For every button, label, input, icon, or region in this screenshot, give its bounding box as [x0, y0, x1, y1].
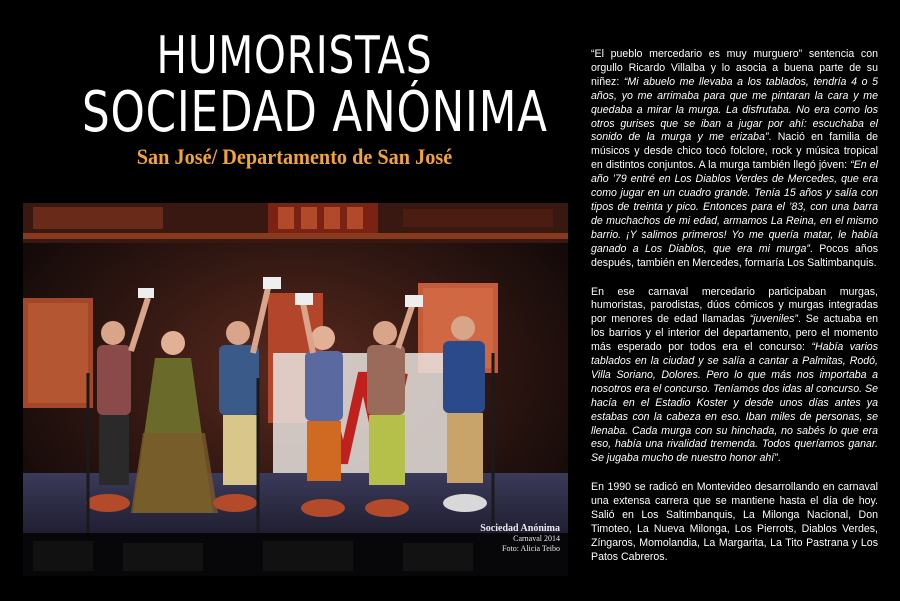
quote-text: “Mi abuelo me llevaba a los tablados, tendría 4 o 5 años, yo me arrimaba para que me pintaran la cara y me quedaba a mirar la murga. La disfrutaba. No era como los otros gurises que se iban a jugar por ahí: escuchaba el sonido de la murga y me erizaba” — [591, 75, 878, 144]
article-paragraph-3 — [591, 481, 878, 564]
quote-text: “juveniles” — [749, 313, 798, 326]
body-text: En ese carnaval mercedario participaban murgas, humoristas, parodistas, dúos cómicos y murgas integradas por menores de edad llamadas — [591, 285, 878, 326]
title-block — [22, 28, 567, 170]
page-title-line-2: SOCIEDAD ANÓNIMA — [81, 80, 548, 145]
photo-caption — [480, 524, 560, 554]
body-text: . — [777, 452, 781, 465]
body-text: “El pueblo mercedario es muy murguero” sentencia con orgullo Ricardo Villalba y lo asocia a buena parte de su niñez: — [591, 48, 878, 88]
body-text: . Se actuaba en los barrios y el interior del departamento, pero el momento más esperado por todos era el concurso: — [591, 313, 878, 354]
page-title-line-1: HUMORISTAS — [156, 26, 433, 86]
article-paragraph-2 — [591, 286, 878, 467]
quote-text: “En el año ’79 entré en Los Diablos Verdes de Mercedes, que era como jugar en un cuadro grande. Tenía 15 años y salía con tipos de treinta y pico. Entonces para el ’83, con una barra de muchachos de mi edad, armamos La Reina, en el mismo barrio. ¡Y salimos primeros! Yo me quería matar, le había ganado a Los Diablos, que era mi murga” — [591, 159, 878, 255]
article-body — [591, 48, 878, 580]
photo-caption-title: Sociedad Anónima — [480, 523, 560, 534]
quote-text: “Había varios tablados en la ciudad y se salía a cantar a Palmitas, Rodó, Villa Soriano, Dolores. Pero lo que más nos importaba a nosotros era el concurso. Teníamos dos idas al concurso. Se hacía en el Estadio Koster y desde unos días antes ya estabas con la cabeza en eso. Iban miles de personas, se llenaba. Cada murga con su hinchada, no sabés lo que era eso, había una rivalidad tremenda. Todos queríamos ganar. Se jugaba mucho de nuestro honor ahí” — [591, 341, 878, 465]
body-text: En 1990 se radicó en Montevideo desarrollando en carnaval una extensa carrera que se mantiene hasta el día de hoy. Salió en Los Saltimbanquis, La Milonga Nacional, Don Timoteo, La Nueva Milonga, Los Pierrots, Diablos Verdes, Zíngaros, Momolandia, La Margarita, La Tito Pastrana y Los Patos Cabreros. — [591, 481, 878, 563]
body-text: . Pocos años después, también en Mercedes, formaría Los Saltimbanquis. — [591, 242, 879, 269]
stage-photo-illustration — [23, 203, 568, 576]
photo-caption-event: Carnaval 2014 — [513, 534, 560, 543]
stage-photo — [23, 203, 568, 576]
article-paragraph-1 — [591, 48, 878, 271]
photo-caption-credit: Foto: Alicia Teibo — [502, 544, 560, 553]
page-subtitle: San José/ Departamento de San José — [136, 144, 453, 169]
body-text: . Nació en familia de músicos y desde chico tocó folclore, rock y música tropical en distintos conjuntos. A la murga también llegó jóven: — [591, 131, 878, 172]
